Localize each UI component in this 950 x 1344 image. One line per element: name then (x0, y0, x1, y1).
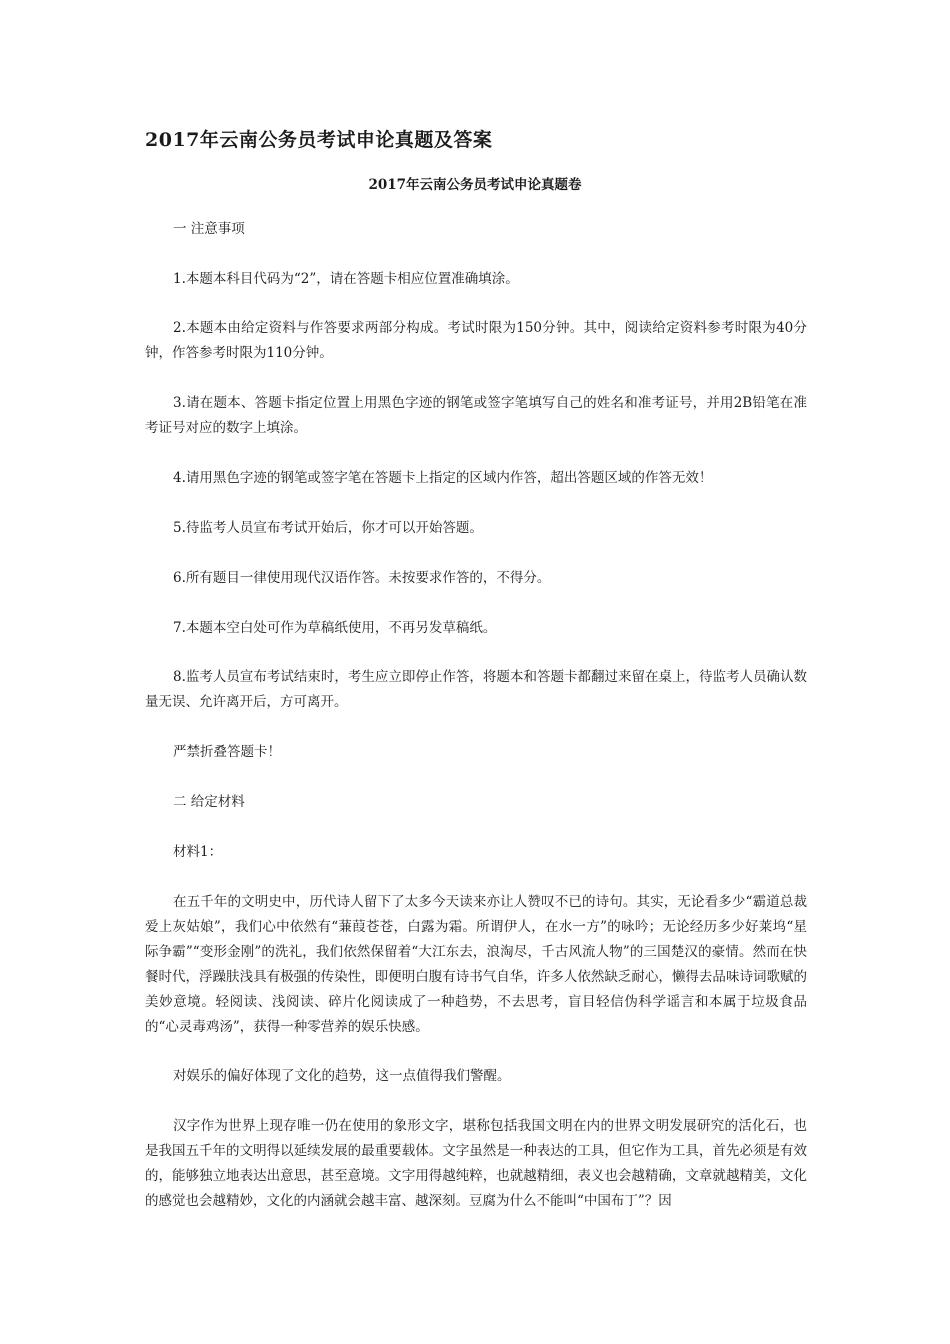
notice-item-4: 4.请用黑色字迹的钢笔或签字笔在答题卡上指定的区域内作答，超出答题区域的作答无效！ (173, 470, 713, 486)
material-paragraph-2: 对娱乐的偏好体现了文化的趋势，这一点值得我们警醒。 (173, 1068, 511, 1084)
notice-item-6: 6.所有题目一律使用现代汉语作答。未按要求作答的，不得分。 (173, 570, 551, 586)
notice-item-2: 2.本题本由给定资料与作答要求两部分构成。考试时限为150分钟。其中，阅读给定资料参考时限为40分钟，作答参考时限为110分钟。 (145, 320, 807, 361)
section-heading-materials: 二 给定材料 (173, 794, 245, 810)
section-heading-notices: 一 注意事项 (173, 221, 245, 237)
warning-text: 严禁折叠答题卡！ (173, 744, 281, 760)
material-paragraph-3: 汉字作为世界上现存唯一仍在使用的象形文字，堪称包括我国文明在内的世界文明发展研究的活化石，也是我国五千年的文明得以延续发展的最重要载体。文字虽然是一种表达的工具，但它作为工具，首先必须是有效的，能够独立地表达出意思，甚至意境。文字用得越纯粹，也就越精细，表义也会越精确，文章就越精美，文化的感觉也会越精妙，文化的内涵就会越丰富、越深刻。豆腐为什么不能叫“中国布丁”？因 (145, 1118, 807, 1209)
material-paragraph-1: 在五千年的文明史中，历代诗人留下了太多今天读来亦让人赞叹不已的诗句。其实，无论看多少“霸道总裁爱上灰姑娘”，我们心中依然有“蒹葭苍苍，白露为霜。所谓伊人，在水一方”的咏吟；无论经历多少好莱坞“星际争霸”“变形金刚”的洗礼，我们依然保留着“大江东去，浪淘尽，千古风流人物”的三国楚汉的豪情。然而在快餐时代，浮躁肤浅具有极强的传染性，即便明白腹有诗书气自华，许多人依然缺乏耐心，懒得去品味诗词歌赋的美妙意境。轻阅读、浅阅读、碎片化阅读成了一种趋势，不去思考，盲目轻信伪科学谣言和本属于垃圾食品的“心灵毒鸡汤”，获得一种零营养的娱乐快感。 (145, 894, 807, 1035)
notice-item-3: 3.请在题本、答题卡指定位置上用黑色字迹的钢笔或签字笔填写自己的姓名和准考证号，并用2B铅笔在准考证号对应的数字上填涂。 (145, 395, 807, 436)
document-title: 2017年云南公务员考试申论真题及答案 (145, 129, 493, 151)
notice-item-8: 8.监考人员宣布考试结束时，考生应立即停止作答，将题本和答题卡都翻过来留在桌上，待监考人员确认数量无误、允许离开后，方可离开。 (145, 669, 807, 710)
notice-item-5: 5.待监考人员宣布考试开始后，你才可以开始答题。 (173, 520, 483, 536)
notice-item-7: 7.本题本空白处可作为草稿纸使用，不再另发草稿纸。 (173, 620, 497, 636)
material-label: 材料1： (173, 844, 223, 860)
notice-item-1: 1.本题本科目代码为“2”，请在答题卡相应位置准确填涂。 (173, 271, 519, 287)
document-subtitle: 2017年云南公务员考试申论真题卷 (368, 177, 582, 193)
